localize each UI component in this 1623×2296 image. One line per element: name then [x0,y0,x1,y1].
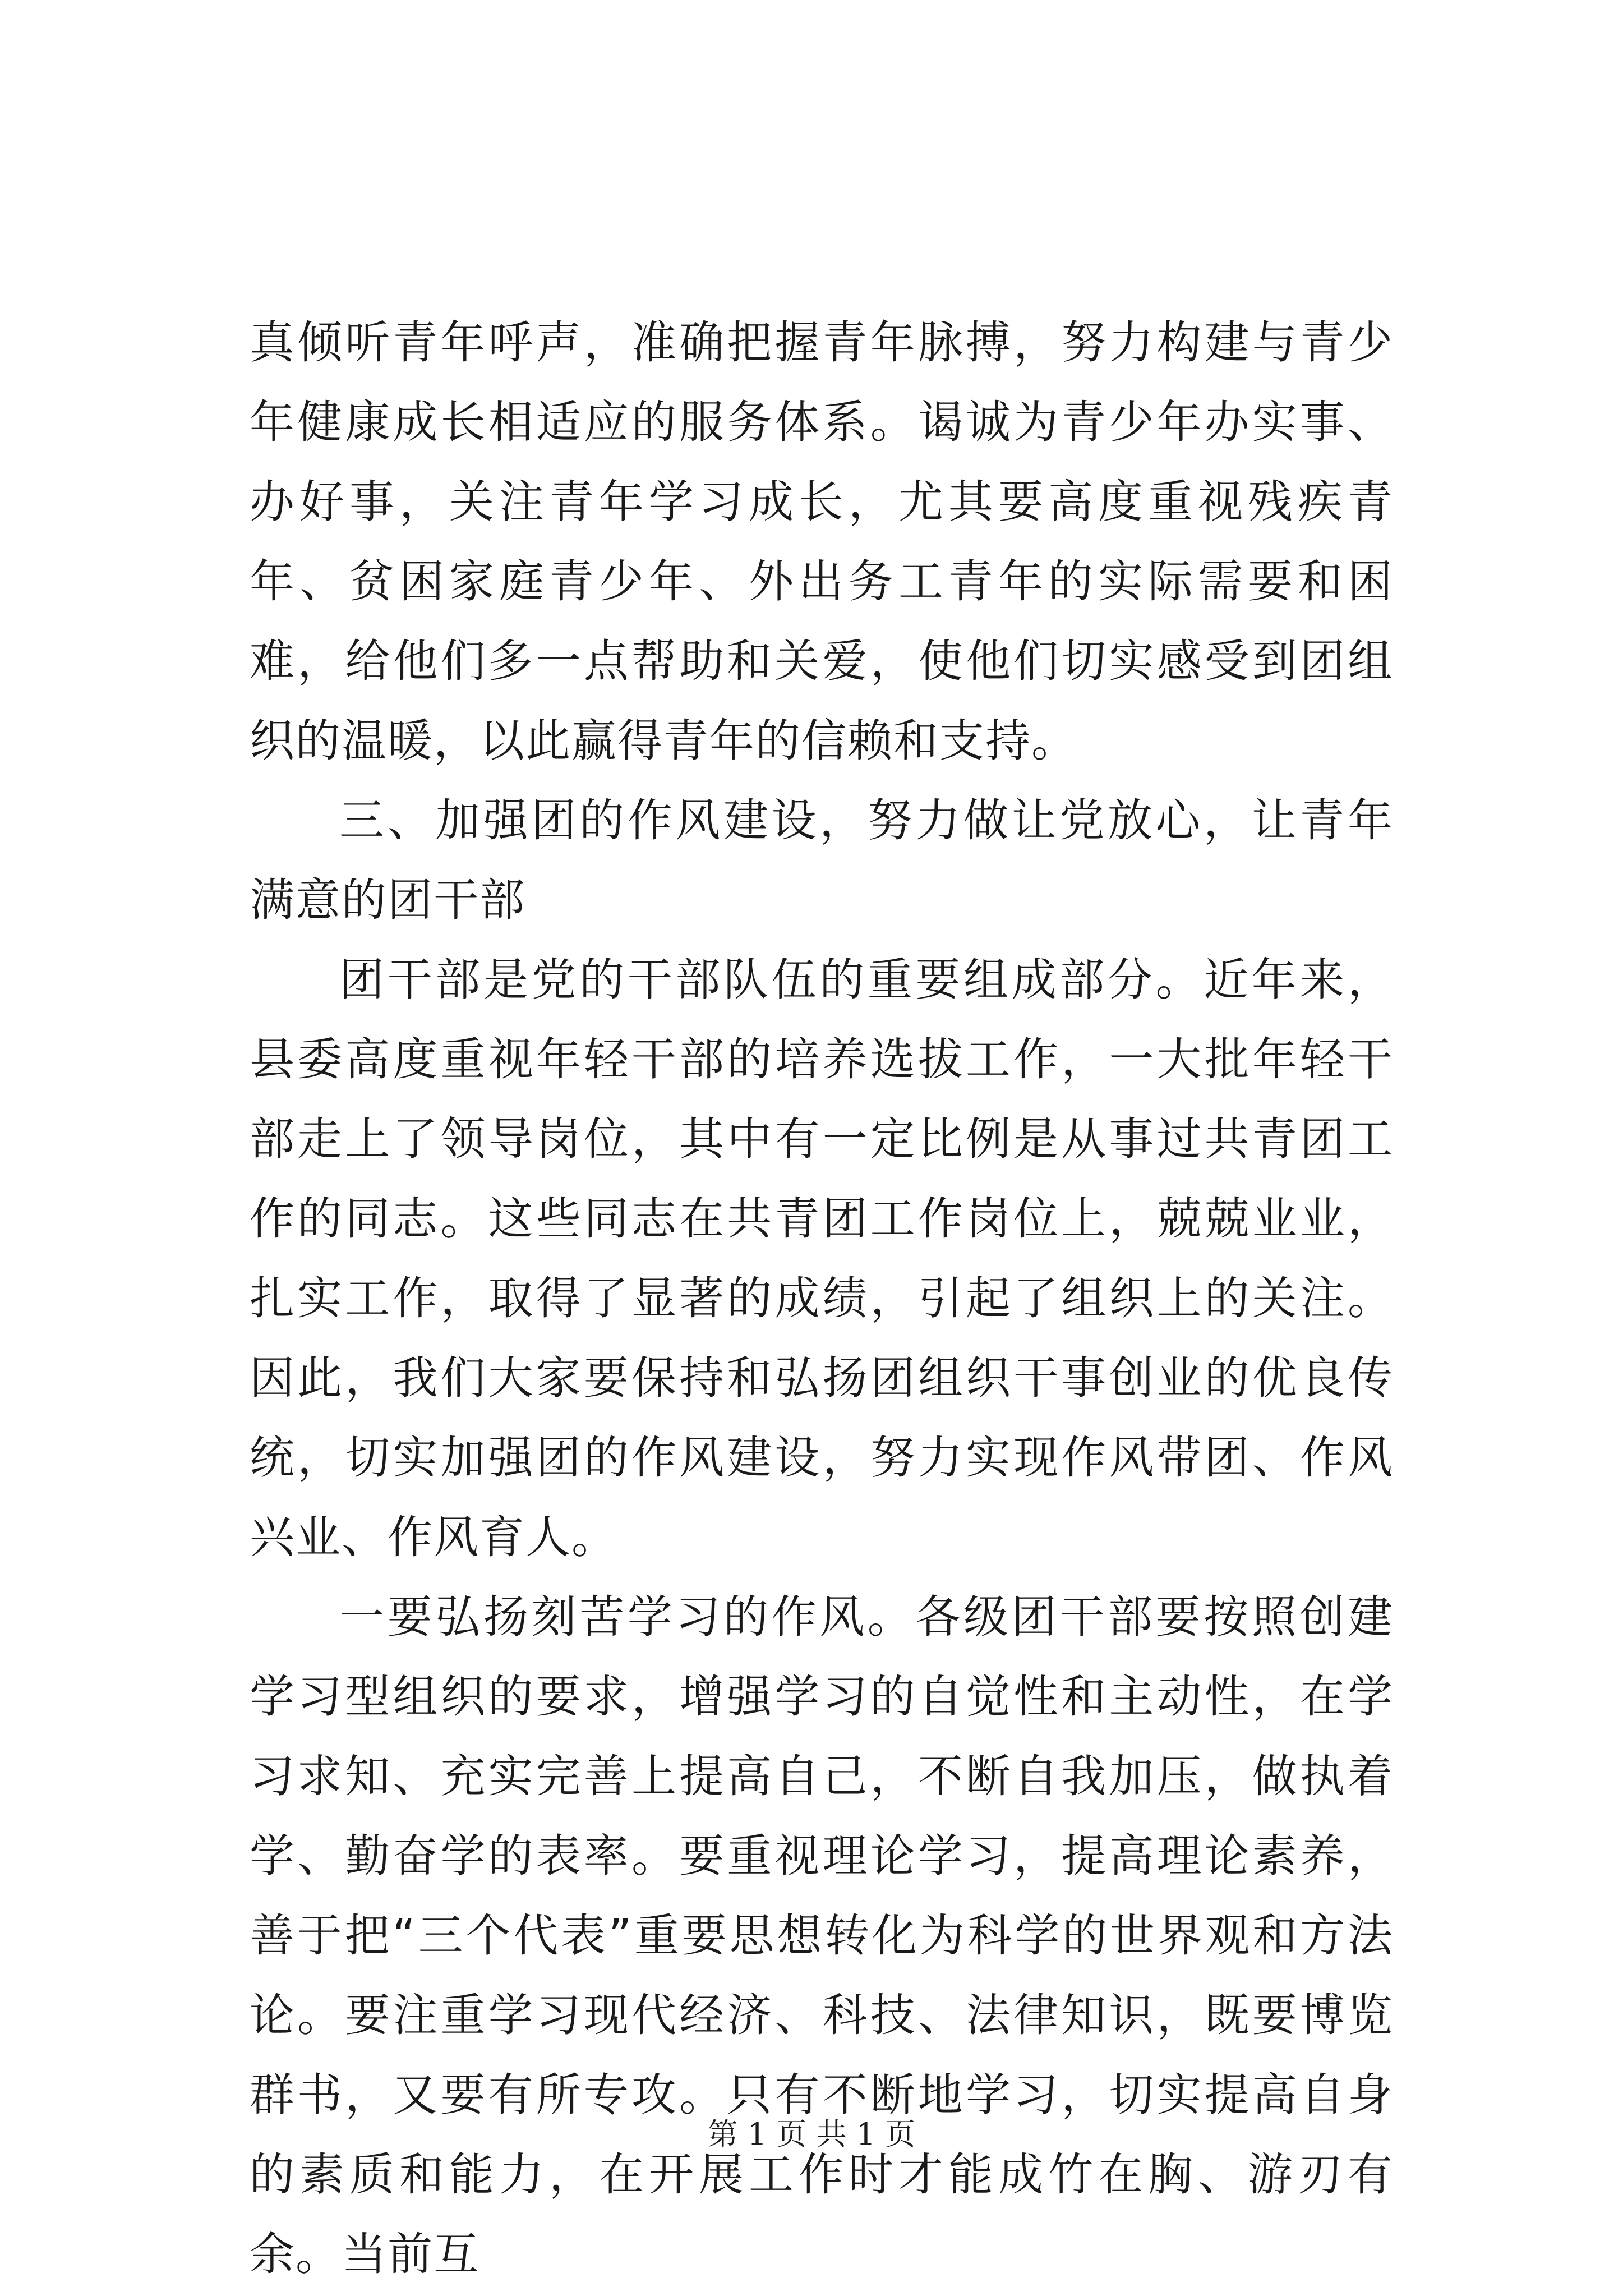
paragraph-continuation: 真倾听青年呼声，准确把握青年脉搏，努力构建与青少年健康成长相适应的服务体系。谒诚为青少年办实事、办好事，关注青年学习成长，尤其要高度重视残疾青年、贫困家庭青少年、外出务工青年的实际需要和困难，给他们多一点帮助和关爱，使他们切实感受到团组织的温暖，以此赢得青年的信赖和支持。 [250,316,1394,767]
paragraph: 一要弘扬刻苦学习的作风。各级团干部要按照创建学习型组织的要求，增强学习的自觉性和主动性，在学习求知、充实完善上提高自己，不断自我加压，做执着学、勤奋学的表率。要重视理论学习，提高理论素养，善于把“三个代表”重要思想转化为科学的世界观和方法论。要注重学习现代经济、科技、法律知识，既要博览群书，又要有所专攻。只有不断地学习，切实提高自身的素质和能力，在开展工作时才能成竹在胸、游刃有余。当前互 [250,1591,1394,2280]
document-body [250,303,1394,2294]
paragraph: 团干部是党的干部队伍的重要组成部分。近年来，县委高度重视年轻干部的培养选拔工作，一大批年轻干部走上了领导岗位，其中有一定比例是从事过共青团工作的同志。这些同志在共青团工作岗位上，兢兢业业，扎实工作，取得了显著的成绩，引起了组织上的关注。因此，我们大家要保持和弘扬团组织干事创业的优良传统，切实加强团的作风建设，努力实现作风带团、作风兴业、作风育人。 [250,954,1394,1563]
page-number-footer: 第 1 页 共 1 页 [707,2116,916,2152]
section-heading: 三、加强团的作风建设，努力做让党放心，让青年满意的团干部 [250,794,1394,926]
